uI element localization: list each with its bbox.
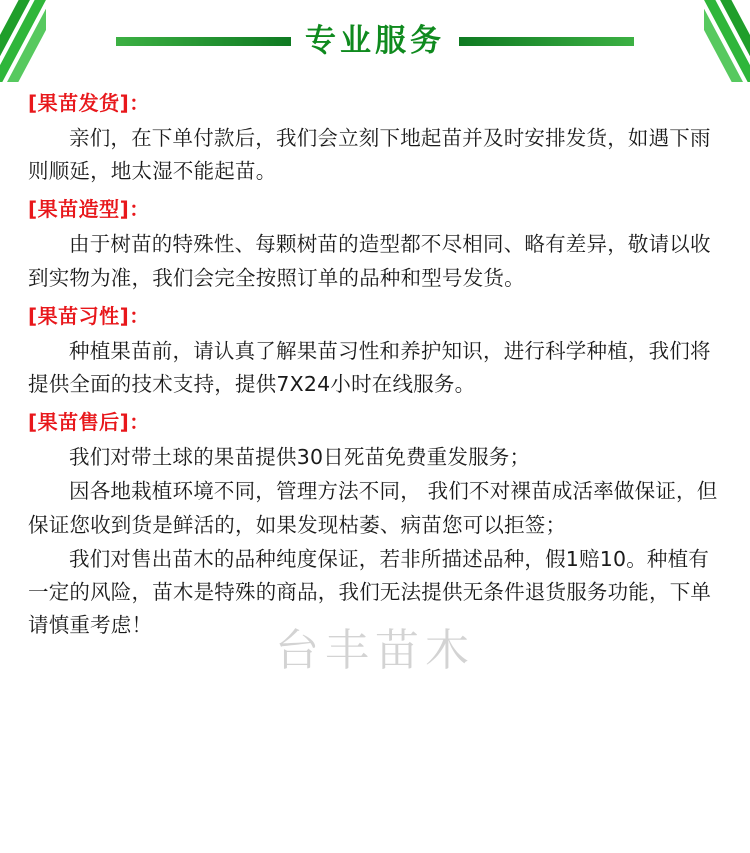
section-heading: [果苗发货]： (28, 91, 150, 115)
section-habit (28, 301, 728, 401)
watermark: 台丰苗木 (275, 625, 475, 676)
section-heading: [果苗习性]： (28, 303, 150, 328)
page-banner (0, 0, 750, 82)
page-title: 专业服务 (305, 22, 445, 59)
section-shipping (28, 88, 728, 188)
section-paragraph: 因各地栽植环境不同，管理方法不同， 我们不对裸苗成活率做保证，但保证您收到货是鲜活的，如果发现枯萎、病苗您可以拒签； (28, 479, 718, 537)
section-aftersales (28, 407, 728, 642)
section-shape (28, 194, 728, 294)
section-paragraph: 我们对售出苗木的品种纯度保证，若非所描述品种，假1赔10。种植有一定的风险，苗木是特殊的商品，我们无法提供无条件退货服务功能，下单请慎重考虑！ (28, 546, 712, 638)
section-paragraph: 种植果苗前，请认真了解果苗习性和养护知识，进行科学种植，我们将提供全面的技术支持，提供7X24小时在线服务。 (28, 338, 711, 397)
section-heading: [果苗售后]： (28, 410, 150, 435)
content-body (0, 88, 750, 642)
section-paragraph: 亲们，在下单付款后，我们会立刻下地起苗并及时安排发货，如遇下雨则顺延，地太湿不能起苗。 (28, 126, 711, 184)
banner-bar-right (459, 37, 634, 46)
section-paragraph: 我们对带土球的果苗提供30日死苗免费重发服务； (69, 445, 531, 470)
banner-right-stripes-icon (704, 0, 750, 82)
section-heading: [果苗造型]： (28, 197, 150, 222)
banner-left-stripes-icon (0, 0, 46, 82)
section-paragraph: 由于树苗的特殊性、每颗树苗的造型都不尽相同、略有差异，敬请以收到实物为准，我们会完全按照订单的品种和型号发货。 (28, 232, 711, 290)
banner-inner (0, 22, 750, 59)
banner-bar-left (116, 37, 291, 46)
